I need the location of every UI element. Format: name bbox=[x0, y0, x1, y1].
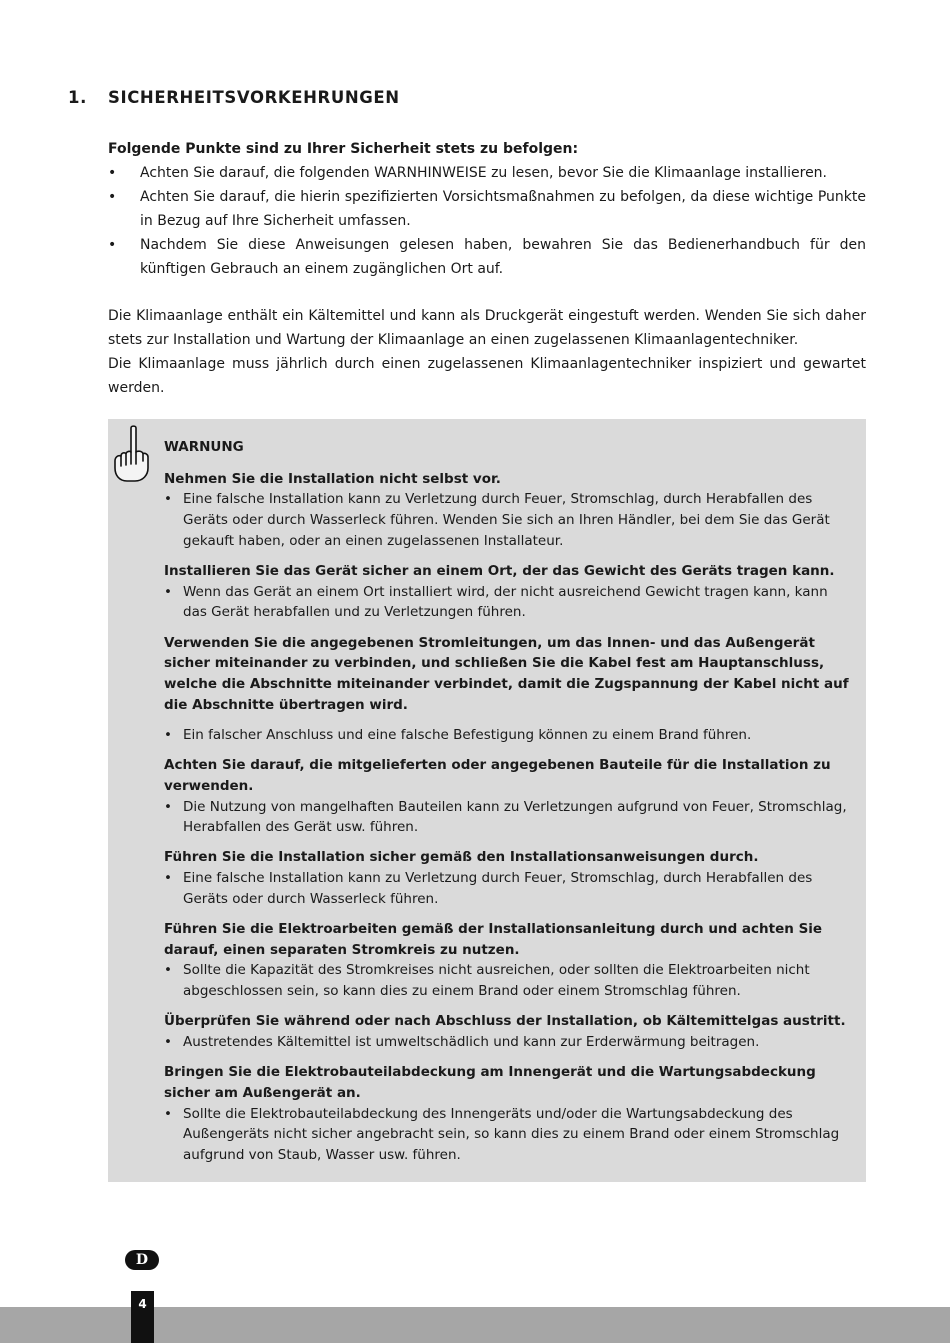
list-item: • Ein falscher Anschluss und eine falsche Befestigung können zu einem Brand führen. bbox=[164, 725, 854, 746]
warning-section bbox=[164, 1011, 854, 1052]
list-item: • Eine falsche Installation kann zu Verletzung durch Feuer, Stromschlag, durch Herabfallen des Geräts oder durch Wasserleck führen. bbox=[164, 870, 813, 907]
list-item: • Nachdem Sie diese Anweisungen gelesen haben, bewahren Sie das Bedienerhandbuch für den künftigen Gebrauch an einem zugänglichen Ort auf. bbox=[108, 233, 866, 281]
bullet-icon: • bbox=[164, 962, 172, 979]
intro-block bbox=[108, 137, 866, 281]
section-number: 1. bbox=[68, 88, 87, 107]
warning-section bbox=[164, 755, 854, 838]
pointing-hand-icon bbox=[113, 424, 149, 482]
warning-heading: Führen Sie die Elektroarbeiten gemäß der Installationsanleitung durch und achten Sie darauf, einen separaten Stromkreis zu nutzen. bbox=[164, 921, 823, 958]
list-item: • Sollte die Kapazität des Stromkreises nicht ausreichen, oder sollten die Elektroarbeiten nicht abgeschlossen sein, so kann dies zu einem Brand oder einem Stromschlag führen. bbox=[164, 962, 810, 1000]
bullet-icon: • bbox=[164, 1105, 172, 1122]
warning-box bbox=[108, 419, 866, 1182]
warning-section bbox=[164, 633, 854, 746]
warning-heading: Achten Sie darauf, die mitgelieferten oder angegebenen Bauteile für die Installation zu verwenden. bbox=[164, 757, 831, 794]
warning-heading: Überprüfen Sie während oder nach Abschluss der Installation, ob Kältemittelgas austritt. bbox=[164, 1013, 846, 1030]
inspection-paragraph: Die Klimaanlage muss jährlich durch einen zugelassenen Klimaanlagentechniker inspiziert und gewartet werden. bbox=[108, 356, 866, 396]
warning-section bbox=[164, 1062, 854, 1166]
section-title: SICHERHEITSVORKEHRUNGEN bbox=[108, 88, 400, 107]
list-item: • Sollte die Elektrobauteilabdeckung des Innengeräts und/oder die Wartungsabdeckung des Außengeräts nicht sicher angebracht sein, so kann dies zu einem Brand oder einem Stromschlag aufgrund von Staub, Wasser usw. führen. bbox=[164, 1105, 840, 1164]
list-item: • Achten Sie darauf, die folgenden WARNHINWEISE zu lesen, bevor Sie die Klimaanlage installieren. bbox=[108, 161, 866, 185]
section-heading bbox=[68, 88, 400, 107]
warning-section bbox=[164, 847, 854, 909]
list-item: • Wenn das Gerät an einem Ort installiert wird, der nicht ausreichend Gewicht tragen kann, kann das Gerät herabfallen und zu Verletzungen führen. bbox=[164, 583, 828, 621]
warning-content bbox=[164, 437, 854, 1175]
list-item: • Austretendes Kältemittel ist umweltschädlich und kann zur Erderwärmung beitragen. bbox=[164, 1032, 854, 1053]
bullet-icon: • bbox=[164, 1034, 172, 1051]
bullet-icon: • bbox=[108, 165, 117, 181]
refrigerant-paragraph: Die Klimaanlage enthält ein Kältemittel und kann als Druckgerät eingestuft werden. Wenden Sie sich daher stets zur Installation und Wartung der Klimaanlage an einen zugelassenen Klimaanlagentechniker. bbox=[108, 308, 866, 348]
list-item: • Achten Sie darauf, die hierin spezifizierten Vorsichtsmaßnahmen zu befolgen, da diese wichtige Punkte in Bezug auf Ihre Sicherheit umfassen. bbox=[108, 185, 866, 233]
bullet-icon: • bbox=[164, 491, 172, 508]
bullet-icon: • bbox=[164, 726, 172, 743]
warning-heading: Installieren Sie das Gerät sicher an einem Ort, der das Gewicht des Geräts tragen kann. bbox=[164, 563, 835, 580]
page-number: 4 bbox=[131, 1291, 154, 1343]
bullet-icon: • bbox=[164, 798, 172, 815]
warning-section bbox=[164, 469, 854, 552]
list-item: • Eine falsche Installation kann zu Verletzung durch Feuer, Stromschlag, durch Herabfallen des Geräts oder durch Wasserleck führen. Wenden Sie sich an Ihren Händler, bei dem Sie das Gerät gekauft haben, oder an einen zugelassenen Installateur. bbox=[164, 491, 830, 549]
list-item: • Die Nutzung von mangelhaften Bauteilen kann zu Verletzungen aufgrund von Feuer, Stromschlag, Herabfallen des Gerät usw. führen. bbox=[164, 798, 847, 836]
bullet-icon: • bbox=[108, 189, 117, 205]
bullet-icon: • bbox=[164, 583, 172, 600]
warning-title: WARNUNG bbox=[164, 439, 244, 455]
language-badge: D bbox=[125, 1250, 159, 1270]
warning-heading: Verwenden Sie die angegebenen Stromleitungen, um das Innen- und das Außengerät sicher miteinander zu verbinden, und schließen Sie die Kabel fest am Hauptanschluss, welche die Abschnitte miteinander verbindet, damit die Zugspannung der Kabel nicht auf die Abschnitte übertragen wird. bbox=[164, 634, 849, 713]
warning-section bbox=[164, 919, 854, 1002]
warning-heading: Bringen Sie die Elektrobauteilabdeckung am Innengerät und die Wartungsabdeckung sicher am Außengerät an. bbox=[164, 1064, 816, 1101]
warning-heading: Führen Sie die Installation sicher gemäß den Installationsanweisungen durch. bbox=[164, 849, 759, 866]
intro-list bbox=[108, 161, 866, 281]
warning-section bbox=[164, 561, 854, 623]
bullet-icon: • bbox=[108, 237, 117, 253]
intro-lead: Folgende Punkte sind zu Ihrer Sicherheit stets zu befolgen: bbox=[108, 141, 579, 157]
bullet-icon: • bbox=[164, 870, 172, 887]
warning-heading: Nehmen Sie die Installation nicht selbst vor. bbox=[164, 470, 501, 487]
